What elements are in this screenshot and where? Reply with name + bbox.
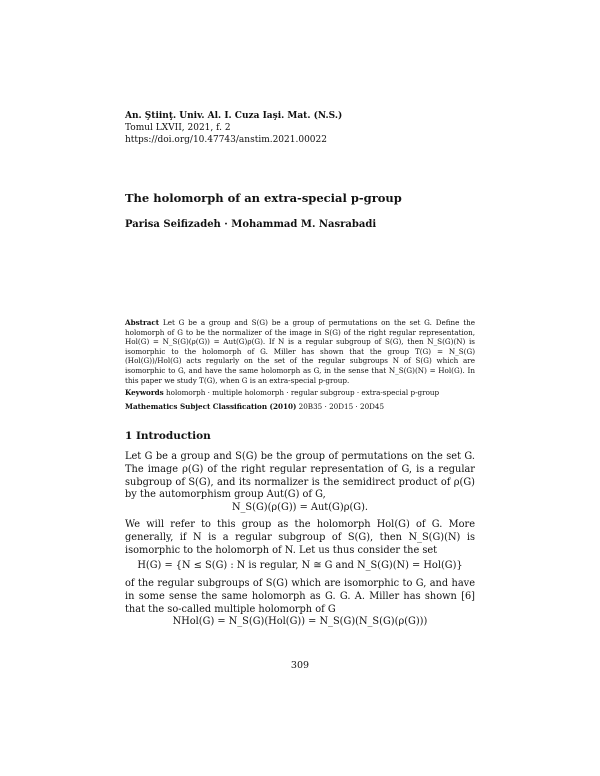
doi-link[interactable]: https://doi.org/10.47743/anstim.2021.00022 [125, 135, 327, 145]
keywords [125, 388, 475, 398]
intro-paragraph-3: of the regular subgroups of S(G) which are isomorphic to G, and have in some sense the same holomorph as G. G. A. Miller has shown [6] that the so-called multiple holomorph of G [125, 578, 475, 615]
intro-paragraph-1: Let G be a group and S(G) be the group of permutations on the set G. The image ρ(G) of the right regular representation of G, is a regular subgroup of S(G), and its normalizer is the semidirect product of ρ(G) by the automorphism group Aut(G) of G, [125, 451, 475, 501]
equation-nhol: NHol(G) = N_S(G)(Hol(G)) = N_S(G)(N_S(G)(ρ(G))) [172, 616, 428, 627]
equation-normalizer: N_S(G)(ρ(G)) = Aut(G)ρ(G). [231, 502, 369, 513]
journal-header [125, 110, 342, 146]
article-authors: Parisa Seifizadeh · Mohammad M. Nasrabadi [125, 219, 377, 230]
page-number: 309 [290, 660, 310, 671]
abstract-label: Abstract [125, 318, 160, 327]
intro-paragraph-2: We will refer to this group as the holomorph Hol(G) of G. More generally, if N is a regular subgroup of S(G), then N_S(G)(N) is isomorphic to the holomorph of N. Let us thus consider the set [125, 519, 475, 556]
abstract [125, 318, 475, 385]
msc-codes: 20B35 · 20D15 · 20D45 [298, 402, 385, 411]
msc-classification [125, 402, 384, 412]
abstract-text: Let G be a group and S(G) be a group of permutations on the set G. Define the holomorph of G to be the normalizer of the image in S(G) of the right regular representation, Hol(G) = N_S(G)(ρ(G)) = Aut(G)ρ(G). If N is a regular subgroup of S(G), then N_S(G)(N) is isomorphic to the holomorph of G. Miller has shown that the group T(G) = N_S(G)(Hol(G))/Hol(G) acts regularly on the set of the regular subgroups N of S(G) which are isomorphic to G, and have the same holomorph as G, in the sense that N_S(G)(N) = Hol(G). In this paper we study T(G), when G is an extra-special p-group. [125, 318, 475, 385]
journal-volume: Tomul LXVII, 2021, f. 2 [125, 123, 231, 133]
keywords-label: Keywords [125, 388, 164, 397]
keywords-text: holomorph · multiple holomorph · regular subgroup · extra-special p-group [165, 388, 440, 397]
article-title: The holomorph of an extra-special p-group [125, 191, 402, 205]
equation-set-h: H(G) = {N ≤ S(G) : N is regular, N ≅ G and N_S(G)(N) = Hol(G)} [137, 560, 463, 571]
journal-name: An. Ştiinţ. Univ. Al. I. Cuza Iaşi. Mat. (N.S.) [125, 111, 343, 121]
section-heading: 1 Introduction [125, 430, 211, 442]
msc-label: Mathematics Subject Classification (2010) [125, 402, 297, 411]
